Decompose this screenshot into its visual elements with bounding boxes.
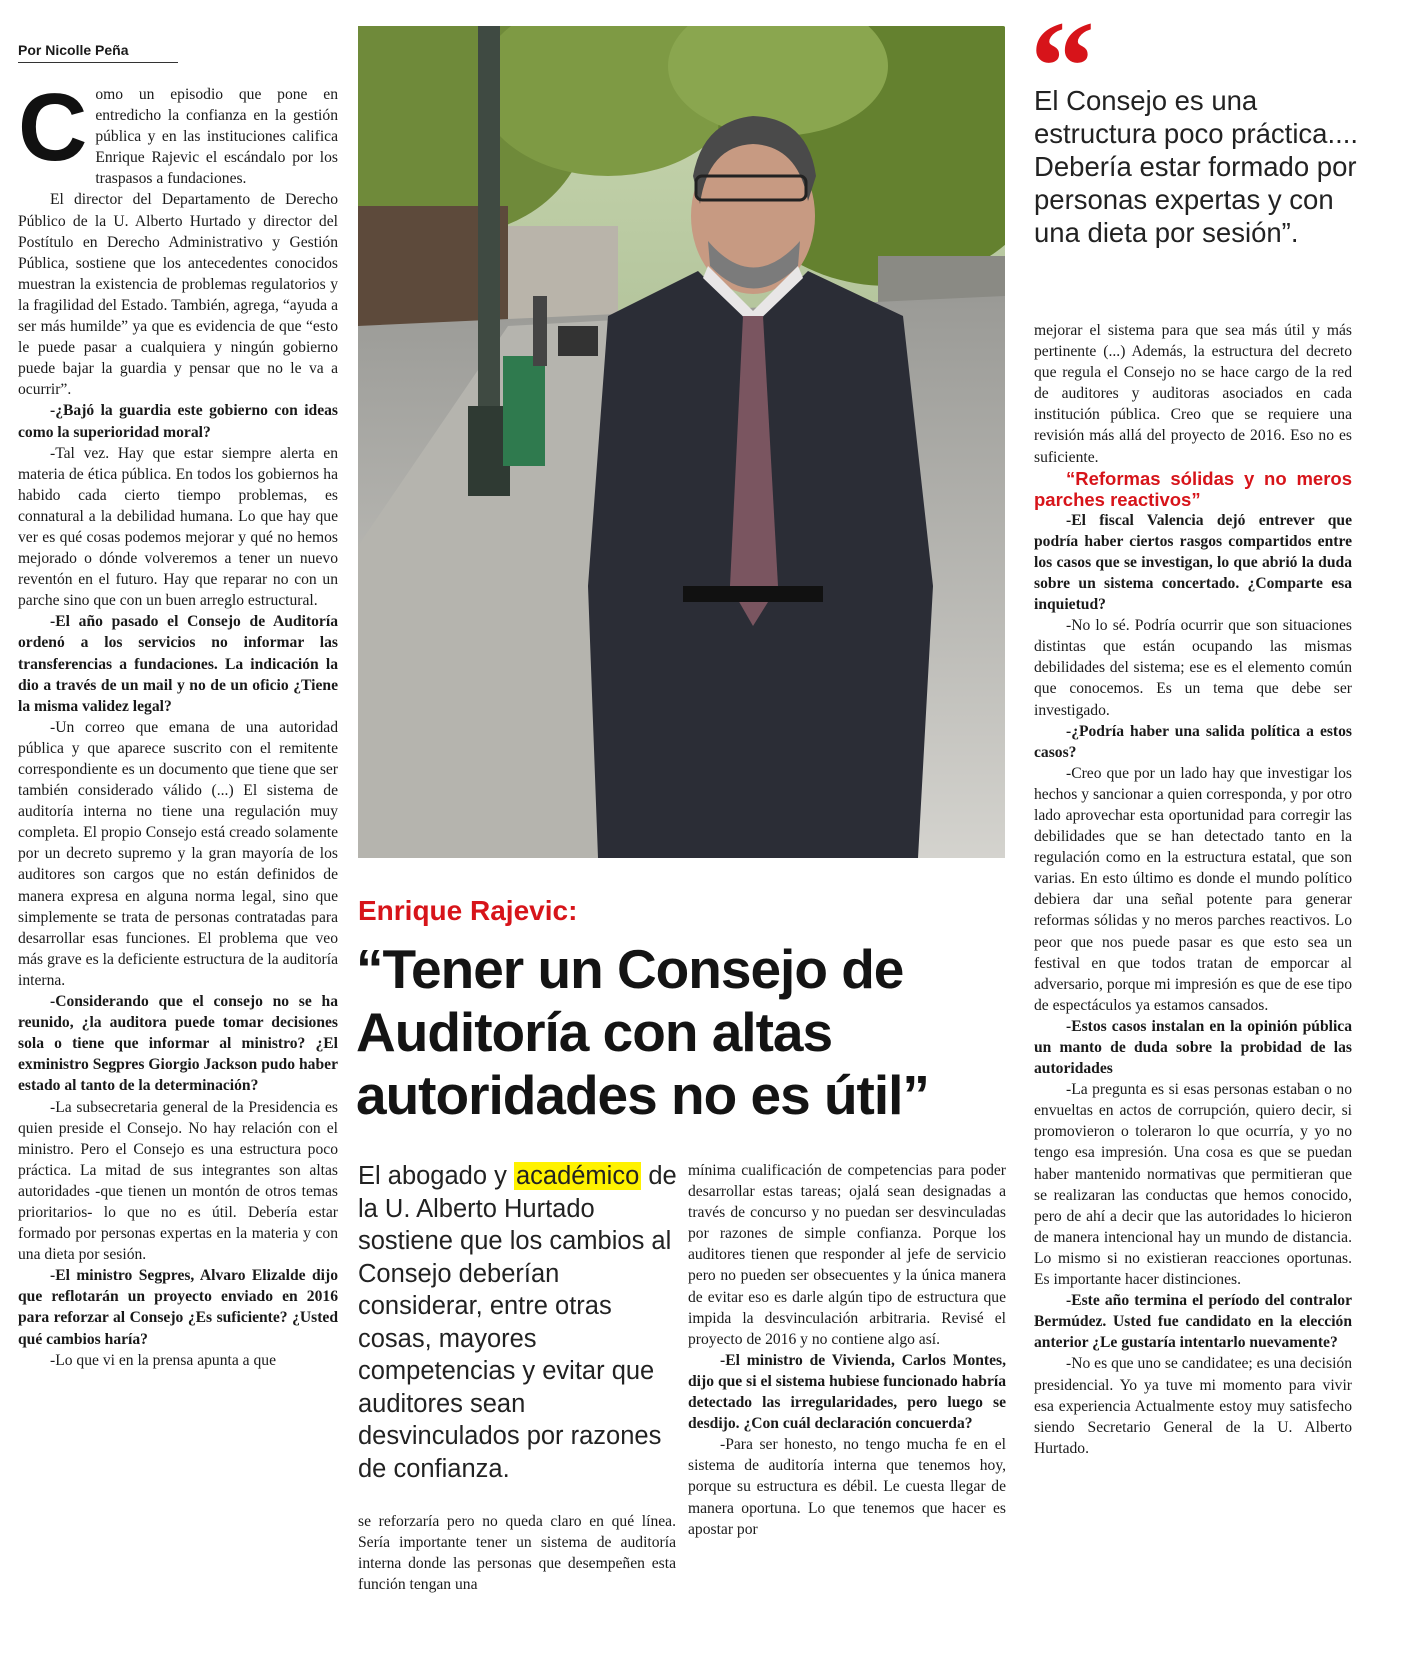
interview-question: -El fiscal Valencia dejó entrever que podría haber ciertos rasgos compartidos entre los casos que se investigan, lo que abrió la duda sobre un sistema concertado. ¿Comparte esa inquietud? [1034,511,1352,614]
lead-text-start: El abogado y [358,1162,514,1190]
interview-answer: -La subsecretaria general de la Presidencia es quien preside el Consejo. No hay relación con el ministro. Pero el Consejo es una estructura poco práctica. La mitad de sus integrantes son altas autoridades -que tienen un montón de otros temas prioritarios- lo que no es útil. Debería estar formado por personas expertas en la materia y con una dieta por sesión. [18,1098,338,1264]
interview-question: -Estos casos instalan en la opinión pública un manto de duda sobre la probidad de las autoridades [1034,1017,1352,1078]
interview-answer: El director del Departamento de Derecho Público de la U. Alberto Hurtado y director del Postítulo en Derecho Administrativo y Gestión Pública, sostiene que los antecedentes conocidos muestran la existencia de problemas regulatorios y la fragilidad del Estado. También, agrega, “ayuda a ser más humilde” ya que es evidencia de que “esto le puede pasar a cualquiera y ningún gobierno puede bajar la guardia y pensar que no le va a ocurrir”. [18,191,338,399]
interview-answer: -Tal vez. Hay que estar siempre alerta en materia de ética pública. En todos los gobiernos ha habido cada cierto tiempo problemas, es connatural a la debilidad humana. Lo que hay que ver es qué cosas podemos mejorar y qué no hemos mejorado o dónde volveremos a tener un nuevo reventón en el futuro. Hay que reparar no con un parche sino que con un buen arreglo estructural. [18,444,338,610]
portrait-illustration [358,26,1005,858]
byline: Por Nicolle Peña [18,42,178,63]
interview-answer: -La pregunta es si esas personas estaban o no envueltas en actos de corrupción, quiero decir, si promovieron o toleraron lo que ocurría, y yo no tengo esa impresión. Una cosa es que se puedan haber mantenido normativas que permitieran que se realizaran las conductas que hemos conocido, pero de ahí a decir que las autoridades lo hicieron de manera intencional hay un mundo de distancia. Lo mismo si no existieran reacciones oportunas. Es importante hacer distinciones. [1034,1081,1352,1289]
interviewee-name: Enrique Rajevic: [358,895,578,926]
lead-text-end: de la U. Alberto Hurtado sostiene que los cambios al Consejo deberían considerar, entre otras cosas, mayores competencias y evitar que auditores sean desvinculados por razones de confianza. [358,1162,677,1483]
portrait-photo [358,26,1005,858]
article-column-3 [688,1160,1006,1540]
interview-question: -¿Bajó la guardia este gobierno con ideas como la superioridad moral? [18,402,338,441]
interview-answer: -Creo que por un lado hay que investigar los hechos y sancionar a quien corresponda, y por otro lado aprovechar esta oportunidad para corregir las debilidades que se han detectado tanto en la regulación como en la estructura estatal, que son varias. En esto último es donde el mundo político debiera dar una señal potente para generar reformas sólidas y no meros parches reactivos. Lo peor que nos puede pasar es que esto sea un festival en que todos tratan de emporcar al adversario, porque mi impresión es que de ese tipo de espectáculos ya estamos cansados. [1034,764,1352,1014]
interview-question: -El año pasado el Consejo de Auditoría ordenó a los servicios no informar las transferencias a fundaciones. La indicación la dio a través de un mail y no de un oficio ¿Tiene la misma validez legal? [18,613,338,715]
interview-question: -¿Podría haber una salida política a estos casos? [1034,722,1352,761]
headline: “Tener un Consejo de Auditoría con altas autoridades no es útil” [356,938,929,1126]
lead-paragraph [358,1160,678,1485]
section-subheading: “Reformas sólidas y no meros parches reactivos” [1034,467,1352,510]
interview-answer: -Lo que vi en la prensa apunta a que [50,1351,277,1369]
highlighted-word: académico [515,1162,640,1190]
interview-answer: mejorar el sistema para que sea más útil y más pertinente (...) Además, la estructura del decreto que regula el Consejo no se hace cargo de la red de auditores y auditoras asociados en cada institución pública. Creo que se requiere una revisión más allá del proyecto de 2016. Eso no es suficiente. [1034,322,1352,466]
interview-question: -El ministro de Vivienda, Carlos Montes, dijo que si el sistema hubiese funcionado habría detectado las irregularidades, pero luego se desdijo. ¿Con cuál declaración concuerda? [688,1351,1006,1433]
article-column-4 [1034,320,1352,1459]
interview-answer: -No es que uno se candidatee; es una decisión presidencial. Yo ya tuve mi momento para vivir esa experiencia Actualmente estoy muy satisfecho siendo Secretario General de la U. Alberto Hurtado. [1034,1355,1352,1457]
quote-mark-icon: “ [1030,0,1095,139]
interview-answer: -No lo sé. Podría ocurrir que son situaciones distintas que están ocupando las mismas debilidades del sistema; ese es el elemento común que conocemos. Es un tema que debe ser investigado. [1034,617,1352,719]
interview-question: -Este año termina el período del contralor Bermúdez. Usted fue candidato en la elección anterior ¿Le gustaría intentarlo nuevamente? [1034,1292,1352,1352]
interview-answer: se reforzaría pero no queda claro en qué línea. Sería importante tener un sistema de auditoría interna donde las personas que desempeñen esta función tengan una [358,1513,676,1594]
interview-answer [18,74,338,189]
interview-answer: mínima cualificación de competencias para poder desarrollar estas tareas; ojalá sean designadas a través de concurso y no puedan ser desvinculadas por razones de simple confianza. Porque los auditores tienen que responder al jefe de servicio pero no pueden ser obsecuentes y la única manera de evitar eso es darle algún tipo de estructura que impida la desvinculación arbitraria. Revisé el proyecto de 2016 y no contiene algo así. [688,1162,1006,1348]
article-column-1 [18,74,338,1371]
interview-question: -El ministro Segpres, Alvaro Elizalde dijo que reflotarán un proyecto enviado en 2016 para reforzar al Consejo ¿Es suficiente? ¿Usted qué cambios haría? [18,1267,338,1348]
article-column-2 [358,1511,676,1595]
pull-quote: El Consejo es una estructura poco práctica.... Debería estar formado por personas expertas y con una dieta por sesión”. [1034,85,1359,248]
interview-answer: -Un correo que emana de una autoridad pública y que aparece suscrito con el remitente correspondiente es un documento que tiene que ser también considerado válido (...) El sistema de auditoría interna no tiene una regulación muy completa. El propio Consejo está creado solamente por un decreto supremo y la gran mayoría de los auditores son cargos que no están definidos de manera expresa en alguna norma legal, sino que simplemente se trata de personas contratadas para desarrollar esas funciones. El problema que veo más grave es la deficiente estructura de la auditoría interna. [18,718,338,989]
drop-cap: C [18,74,88,181]
interview-question: -Considerando que el consejo no se ha reunido, ¿la auditora puede tomar decisiones sola o tiene que informar al ministro? ¿El exministro Segpres Giorgio Jackson pudo haber estado al tanto de la determinación? [18,993,338,1095]
interview-answer: -Para ser honesto, no tengo mucha fe en el sistema de auditoría interna que tenemos hoy, porque su estructura es débil. Le cuesta llegar de manera oportuna. Lo que tenemos que hacer es apostar por [688,1436,1006,1538]
opening-text: omo un episodio que pone en entredicho la confianza en la gestión pública y en las instituciones califica Enrique Rajevic el escándalo por los traspasos a fundaciones. [95,86,338,188]
